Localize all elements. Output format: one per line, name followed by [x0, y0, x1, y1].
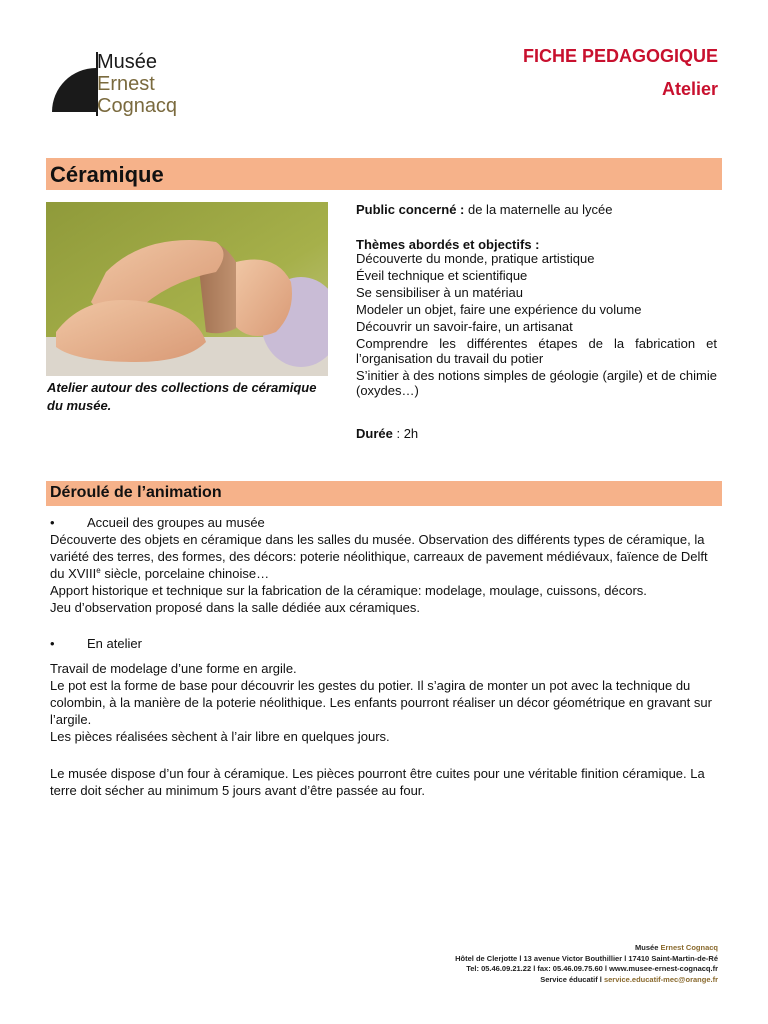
section-bar-ceramique [46, 158, 722, 190]
theme-item: Découverte du monde, pratique artistique [356, 251, 595, 266]
bullet-accueil [50, 515, 265, 531]
theme-item: Modeler un objet, faire une expérience du volume [356, 302, 642, 317]
footer-service-label: Service éducatif l [540, 974, 604, 984]
public-line [356, 202, 613, 218]
bullet-atelier [50, 636, 142, 652]
section-bar-deroule [46, 481, 722, 506]
footer-name: Musée [635, 943, 661, 952]
theme-item: Découvrir un savoir-faire, un artisanat [356, 319, 573, 334]
section-title: Céramique [50, 162, 164, 187]
public-label: Public concerné : [356, 202, 465, 217]
duration-line [356, 426, 418, 442]
themes-label: Thèmes abordés et objectifs : [356, 237, 540, 252]
duration-label: Durée [356, 426, 393, 441]
doc-subtype-title: Atelier [661, 79, 718, 99]
bullet-text: Accueil des groupes au musée [87, 515, 265, 530]
footer-contact [455, 943, 718, 985]
para-text: Travail de modelage d’une forme en argile. [50, 661, 297, 676]
bullet-text: En atelier [87, 636, 142, 651]
themes-list [356, 251, 717, 400]
workshop-photo [46, 202, 328, 376]
public-value: de la maternelle au lycée [464, 202, 613, 217]
footer-name-brown: Ernest Cognacq [660, 943, 718, 952]
theme-item: Éveil technique et scientifique [356, 268, 528, 283]
paragraph-accueil [50, 531, 718, 616]
museum-logo [52, 52, 212, 124]
paragraph-four: Le musée dispose d’un four à céramique. Les pièces pourront être cuites pour une véritable finition céramique. La terre doit sécher au minimum 5 jours avant d’être passée au four. [50, 766, 705, 798]
footer-email-link[interactable]: service.educatif-mec@orange.fr [603, 974, 718, 984]
paragraph-atelier [50, 660, 718, 745]
bullet-dot-icon: • [50, 515, 55, 530]
logo-text-line3: Cognacq [97, 95, 178, 117]
para-text: Le pot est la forme de base pour découvrir les gestes du potier. Il s’agira de monter un pot avec la technique du colombin, à la manière de la poterie néolithique. Les enfants pourront réaliser un décor géométrique en gravant sur l’argile. [50, 678, 712, 727]
duration-value: : 2h [392, 426, 419, 441]
para-text: Apport historique et technique sur la fabrication de la céramique: modelage, moulage, cuissons, décors. [50, 583, 647, 598]
para-text: Jeu d’observation proposé dans la salle dédiée aux céramiques. [50, 600, 421, 615]
footer-tel: Tel: 05.46.09.21.22 l fax: 05.46.09.75.60 l www.musee-ernest-cognacq.fr [466, 964, 718, 973]
photo-caption: Atelier autour des collections de céramique du musée. [47, 380, 317, 413]
theme-item: Se sensibiliser à un matériau [356, 285, 523, 300]
para-text: Les pièces réalisées sèchent à l’air libre en quelques jours. [50, 729, 390, 744]
superscript: e [96, 566, 101, 575]
logo-text-line2: Ernest [97, 73, 155, 95]
para-text: Découverte des objets en céramique dans les salles du musée. Observation des différents types de céramique, la variété des terres, des formes, des décors: poterie néolithique, carreaux de pavement médiévaux, faïence de Delft du XVIII [50, 532, 708, 581]
footer-address: Hôtel de Clerjotte l 13 avenue Victor Bouthillier l 17410 Saint-Martin-de-Ré [455, 953, 718, 963]
doc-type-title: FICHE PEDAGOGIQUE [522, 46, 718, 66]
para-text: siècle, porcelaine chinoise… [100, 566, 270, 581]
theme-item: S’initier à des notions simples de géologie (argile) et de chimie (oxydes…) [356, 368, 717, 398]
bullet-dot-icon: • [50, 636, 55, 651]
theme-item: Comprendre les différentes étapes de la fabrication et l’organisation du travail du potier [356, 336, 717, 366]
logo-text-line1: Musée [97, 51, 158, 73]
section-title: Déroulé de l’animation [50, 484, 222, 501]
